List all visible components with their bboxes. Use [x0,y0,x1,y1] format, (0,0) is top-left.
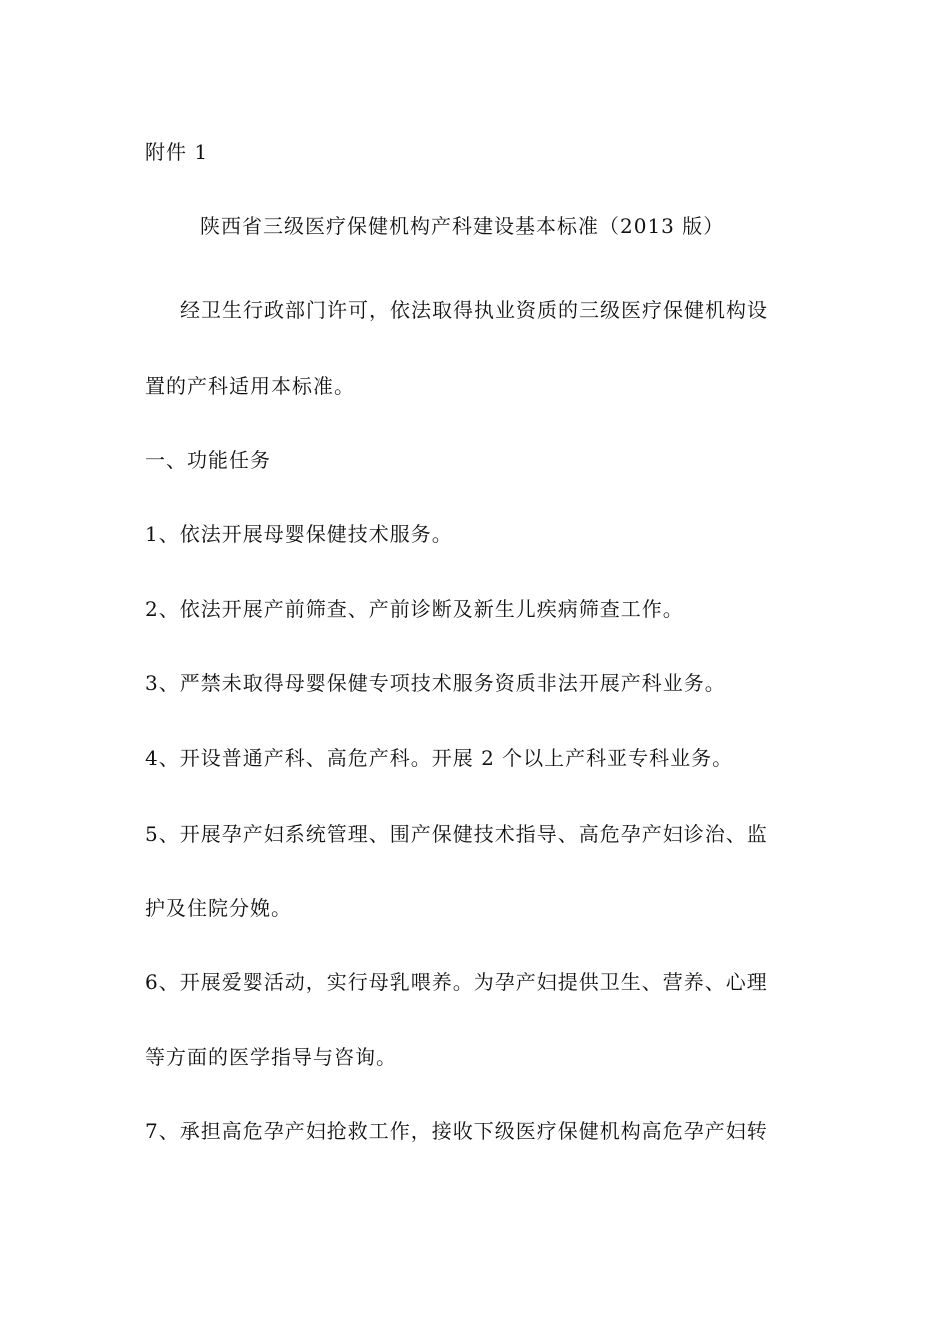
list-item: 4、开设普通产科、高危产科。开展 2 个以上产科亚专科业务。 [145,746,734,770]
annex-label: 附件 1 [145,140,209,164]
list-item: 6、开展爱婴活动，实行母乳喂养。为孕产妇提供卫生、营养、心理 [145,970,768,994]
intro-paragraph-line-1: 经卫生行政部门许可，依法取得执业资质的三级医疗保健机构设 [180,298,768,322]
list-item: 7、承担高危孕产妇抢救工作，接收下级医疗保健机构高危孕产妇转 [145,1119,768,1143]
intro-paragraph-line-2: 置的产科适用本标准。 [145,374,355,398]
list-item: 2、依法开展产前筛查、产前诊断及新生儿疾病筛查工作。 [145,597,684,621]
list-item-continuation: 护及住院分娩。 [145,896,292,920]
document-title: 陕西省三级医疗保健机构产科建设基本标准（2013 版） [200,214,725,238]
list-item: 3、严禁未取得母婴保健专项技术服务资质非法开展产科业务。 [145,671,726,695]
list-item-continuation: 等方面的医学指导与咨询。 [145,1045,397,1069]
list-item: 1、依法开展母婴保健技术服务。 [145,522,453,546]
list-item: 5、开展孕产妇系统管理、围产保健技术指导、高危孕产妇诊治、监 [145,822,768,846]
section-heading-functions: 一、功能任务 [145,448,271,472]
